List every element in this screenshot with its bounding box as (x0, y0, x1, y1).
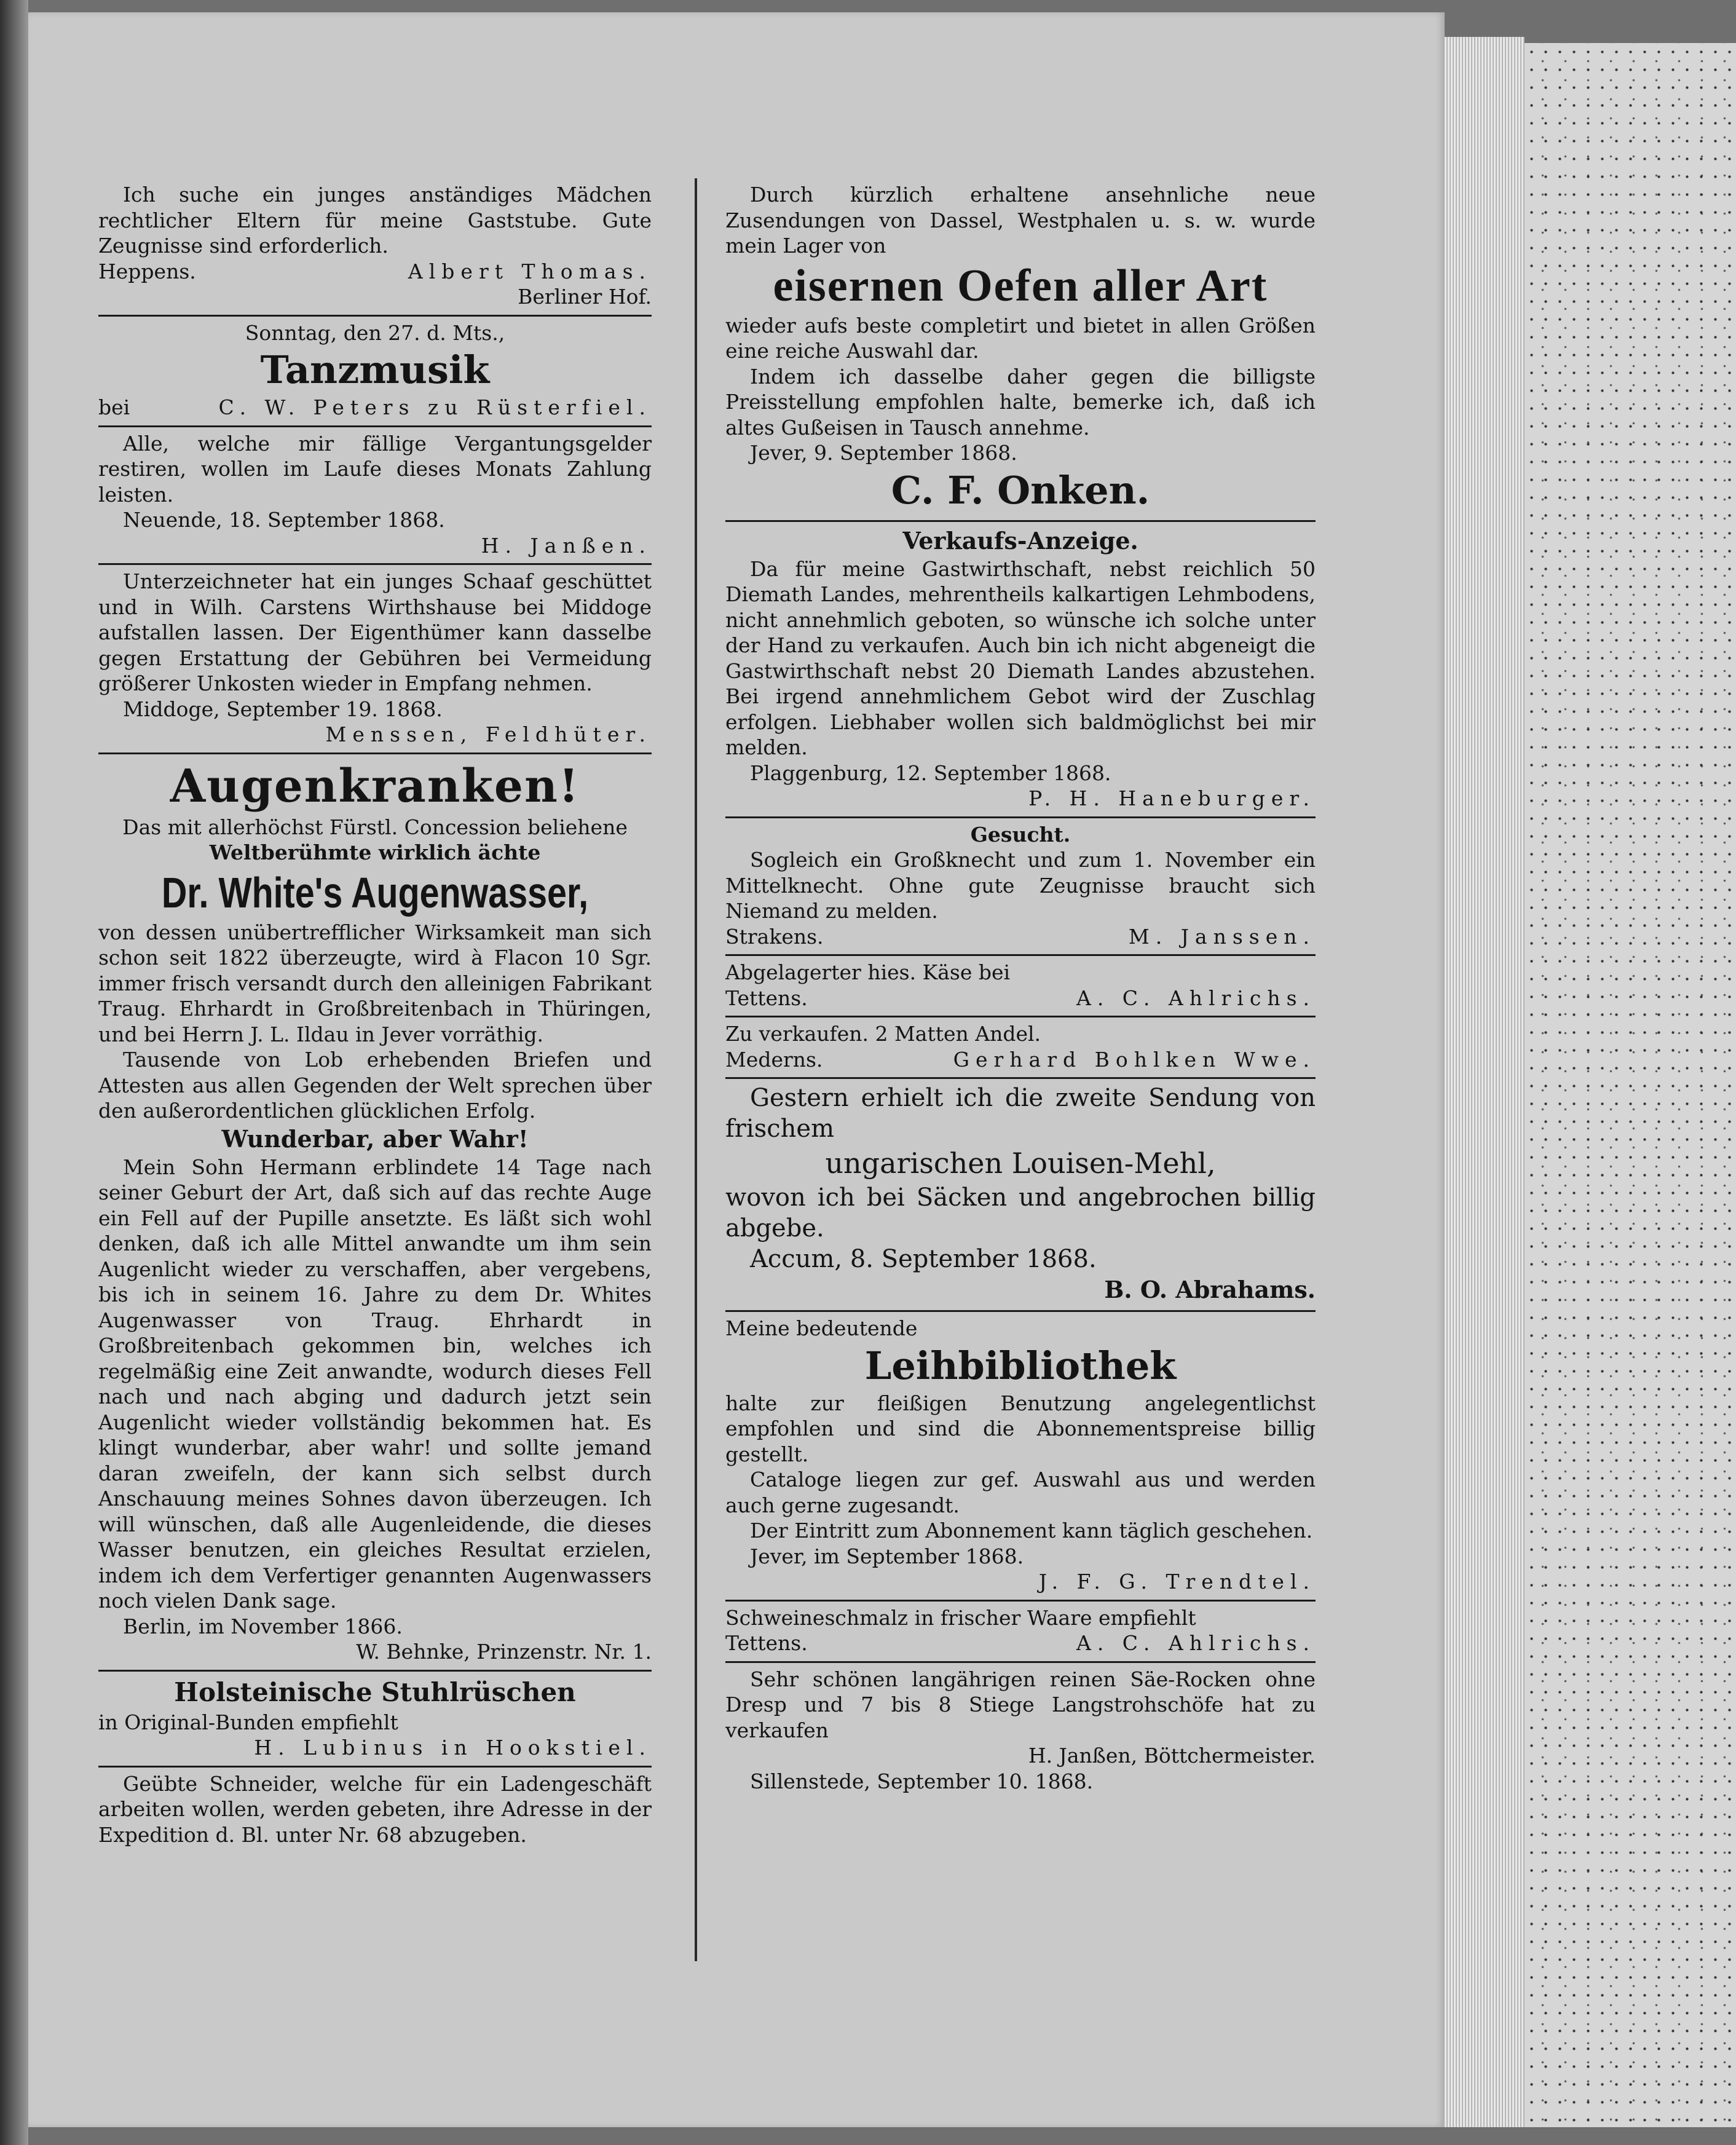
ad-signature: H. Janßen. (481, 533, 652, 558)
ad-signature: P. H. Haneburger. (1028, 786, 1316, 810)
product-name: ungarischen Louisen-Mehl, (825, 1147, 1216, 1180)
right-column (725, 178, 1316, 1799)
ad-text: Alle, welche mir fällige Vergantungsgelder restiren, wollen im Laufe dieses Monats Zahlung leisten. (98, 431, 652, 507)
ad-date: Sillenstede, September 10. 1868. (750, 1769, 1094, 1793)
ad-tanzmusik (98, 317, 652, 427)
ad-line: Zu verkaufen. 2 Matten Andel. (725, 1022, 1041, 1046)
ad-text: Mein Sohn Hermann erblindete 14 Tage nach seiner Geburt der Art, daß sich auf das rechte Auge ein Fell auf der Pupille ansetzte. Es läßt sich wohl denken, daß ich alle Mittel anwandte um ihm sein Augenlicht wieder zu verschaffen, aber vergebens, bis ich in seinem 16. Jahre zu dem Dr. Whites Augenwasser von Traug. Ehrhardt in Großbreitenbach gekommen bin, welches ich regelmäßig eine Zeit anwandte, wodurch dieses Fell nach und nach abging und dadurch jetzt sein Augenlicht wieder vollständig bekommen hat. Es klingt wunderbar, aber wahr! und sollte jemand daran zweifeln, der kann sich selbst durch Anschauung meines Sohnes davon überzeugen. Ich will wünschen, daß alle Augenleidende, die dieses Wasser benutzen, ein gleiches Resultat erzielen, indem ich dem Verfertiger genannten Augenwassers noch vielen Dank sage. (98, 1155, 652, 1613)
ad-place: Mederns. (725, 1047, 823, 1072)
ad-date: Berlin, im November 1866. (123, 1614, 403, 1638)
ad-text: halte zur fleißigen Benutzung angelegentlichst empfohlen und sind die Abonnementspreise billig gestellt. (725, 1391, 1316, 1466)
ad-text: Sogleich ein Großknecht und zum 1. November ein Mittelknecht. Ohne gute Zeugnisse braucht sich Niemand zu melden. (725, 848, 1316, 923)
ad-menssen (98, 565, 652, 754)
ad-signature: A. C. Ahlrichs. (1076, 1631, 1316, 1655)
ad-date: Jever, 9. September 1868. (750, 441, 1017, 465)
ad-schneider (98, 1768, 652, 1853)
ad-text: Tausende von Lob erhebenden Briefen und Attesten aus allen Gegenden der Welt sprechen über den außerordentlichen glücklichen Erfolg. (98, 1048, 652, 1123)
product-name: Dr. White's Augenwasser, (161, 868, 589, 917)
ad-line: Das mit allerhöchst Fürstl. Concession beliehene (122, 815, 628, 839)
ad-text: Der Eintritt zum Abonnement kann täglich geschehen. (750, 1519, 1313, 1543)
ad-place: Tettens. (725, 1631, 808, 1655)
ad-date: Accum, 8. September 1868. (750, 1245, 1097, 1273)
ad-headline: Tanzmusik (260, 347, 490, 392)
ad-abrahams (725, 1079, 1316, 1312)
ad-date: Jever, im September 1868. (750, 1544, 1024, 1568)
ad-onken (725, 178, 1316, 522)
ad-headline: Augenkranken! (170, 759, 580, 813)
ad-signature: Gerhard Bohlken Wwe. (953, 1047, 1316, 1072)
ad-signature: B. O. Abrahams. (1104, 1276, 1316, 1303)
ad-signature: H. Lubinus in Hookstiel. (254, 1736, 652, 1760)
ad-signature: A. C. Ahlrichs. (1076, 986, 1316, 1010)
ad-signature: Albert Thomas. (408, 259, 652, 283)
ad-line: Meine bedeutende (725, 1316, 918, 1340)
ad-text: Da für meine Gastwirthschaft, nebst reichlich 50 Diemath Landes, mehrentheils kalkartigen Lehmbodens, nicht annehmlich geboten, so wünsche ich solche unter der Hand zu verkaufen. Auch bin ich nicht abgeneigt die Gastwirthschaft nebst 20 Diemath Landes abzustehen. Bei irgend annehmlichem Gebot wird der Zuschlag erfolgen. Liebhaber wollen sich baldmöglichst bei mir melden. (725, 556, 1316, 759)
ad-thomas (98, 178, 652, 317)
ad-text: Durch kürzlich erhaltene ansehnliche neue Zusendungen von Dassel, Westphalen u. s. w. wurde mein Lager von (725, 183, 1316, 258)
ad-text: Indem ich dasselbe daher gegen die billigste Preisstellung empfohlen halte, bemerke ich, daß ich altes Gußeisen in Tausch annehme. (725, 364, 1316, 440)
ad-line: in Original-Bunden empfiehlt (98, 1710, 398, 1734)
ad-text: Cataloge liegen zur gef. Auswahl aus und werden auch gerne zugesandt. (725, 1468, 1316, 1517)
ad-text: Unterzeichneter hat ein junges Schaaf geschüttet und in Wilh. Carstens Wirthshause bei Middoge aufstallen lassen. Der Eigenthümer kann dasselbe gegen Erstattung der Gebühren bei Vermeidung größerer Unkosten wieder in Empfang nehmen. (98, 569, 652, 695)
ad-text: von dessen unübertrefflicher Wirksamkeit man sich schon seit 1822 überzeugte, wird à Flacon 10 Sgr. immer frisch versandt durch den alleinigen Fabrikant Traug. Ehrhardt in Großbreitenbach in Thüringen, und bei Herrn J. L. Ildau in Jever vorräthig. (98, 920, 652, 1046)
ad-date: Neuende, 18. September 1868. (123, 508, 445, 532)
ad-bohlken (725, 1017, 1316, 1079)
ad-text: Sehr schönen langährigen reinen Säe-Rocken ohne Dresp und 7 bis 8 Stiege Langstrohschöfe hat zu verkaufen (725, 1667, 1316, 1742)
ad-line: Abgelagerter hies. Käse bei (725, 960, 1011, 984)
ad-place: Tettens. (725, 986, 808, 1010)
ad-bei: bei (98, 395, 130, 419)
ad-text: Geübte Schneider, welche für ein Ladengeschäft arbeiten wollen, werden gebeten, ihre Adresse in der Expedition d. Bl. unter Nr. 68 abzugeben. (98, 1771, 652, 1847)
column-divider (695, 178, 697, 1961)
ad-lubinus (98, 1672, 652, 1768)
ad-text: wovon ich bei Säcken und angebrochen billig abgebe. (725, 1183, 1316, 1242)
ad-date: Plaggenburg, 12. September 1868. (750, 760, 1111, 785)
book-cover (1525, 43, 1736, 2127)
ad-augenwasser (98, 754, 652, 1672)
ad-signature: H. Janßen, Böttchermeister. (1028, 1744, 1316, 1768)
ad-saerocken (725, 1663, 1316, 1799)
ad-headline: Verkaufs-Anzeige. (902, 526, 1138, 555)
ad-subheadline: Wunderbar, aber Wahr! (221, 1124, 529, 1153)
ad-signature: M. Janssen. (1128, 924, 1316, 949)
ad-headline: Leihbibliothek (864, 1343, 1177, 1388)
ad-signature: J. F. G. Trendtel. (1038, 1570, 1316, 1594)
ad-kaese (725, 956, 1316, 1017)
ad-signature: Menssen, Feldhüter. (325, 722, 652, 746)
ad-text: wieder aufs beste completirt und bietet in allen Größen eine reiche Auswahl dar. (725, 313, 1316, 363)
ad-leihbibliothek (725, 1312, 1316, 1602)
ad-jansen (98, 427, 652, 566)
ad-place: Heppens. (98, 259, 196, 283)
page-edges (1445, 37, 1525, 2127)
ad-signature: W. Behnke, Prinzenstr. Nr. 1. (356, 1640, 652, 1664)
ad-date: Middoge, September 19. 1868. (123, 697, 443, 721)
ad-subline: Berliner Hof. (518, 285, 652, 309)
ad-headline: Holsteinische Stuhlrüschen (174, 1677, 576, 1707)
ad-line: Weltberühmte wirklich ächte (209, 840, 541, 864)
ad-line: Schweineschmalz in frischer Waare empfiehlt (725, 1605, 1196, 1630)
ad-signature: C. W. Peters zu Rüsterfiel. (218, 395, 652, 419)
ad-headline: eisernen Oefen aller Art (773, 260, 1268, 311)
ad-gesucht (725, 818, 1316, 957)
ad-text: Ich suche ein junges anständiges Mädchen rechtlicher Eltern für meine Gaststube. Gute Zeugnisse sind erforderlich. (98, 183, 652, 258)
ad-signature: C. F. Onken. (891, 467, 1150, 513)
ad-text: Gestern erhielt ich die zweite Sendung von frischem (725, 1084, 1316, 1143)
ad-place: Strakens. (725, 924, 824, 949)
ad-haneburger (725, 522, 1316, 818)
book-gutter (0, 0, 28, 2145)
ad-schweineschmalz (725, 1602, 1316, 1663)
left-column (98, 178, 652, 1852)
ad-headline: Gesucht. (970, 822, 1071, 847)
ad-date: Sonntag, den 27. d. Mts., (245, 320, 505, 345)
